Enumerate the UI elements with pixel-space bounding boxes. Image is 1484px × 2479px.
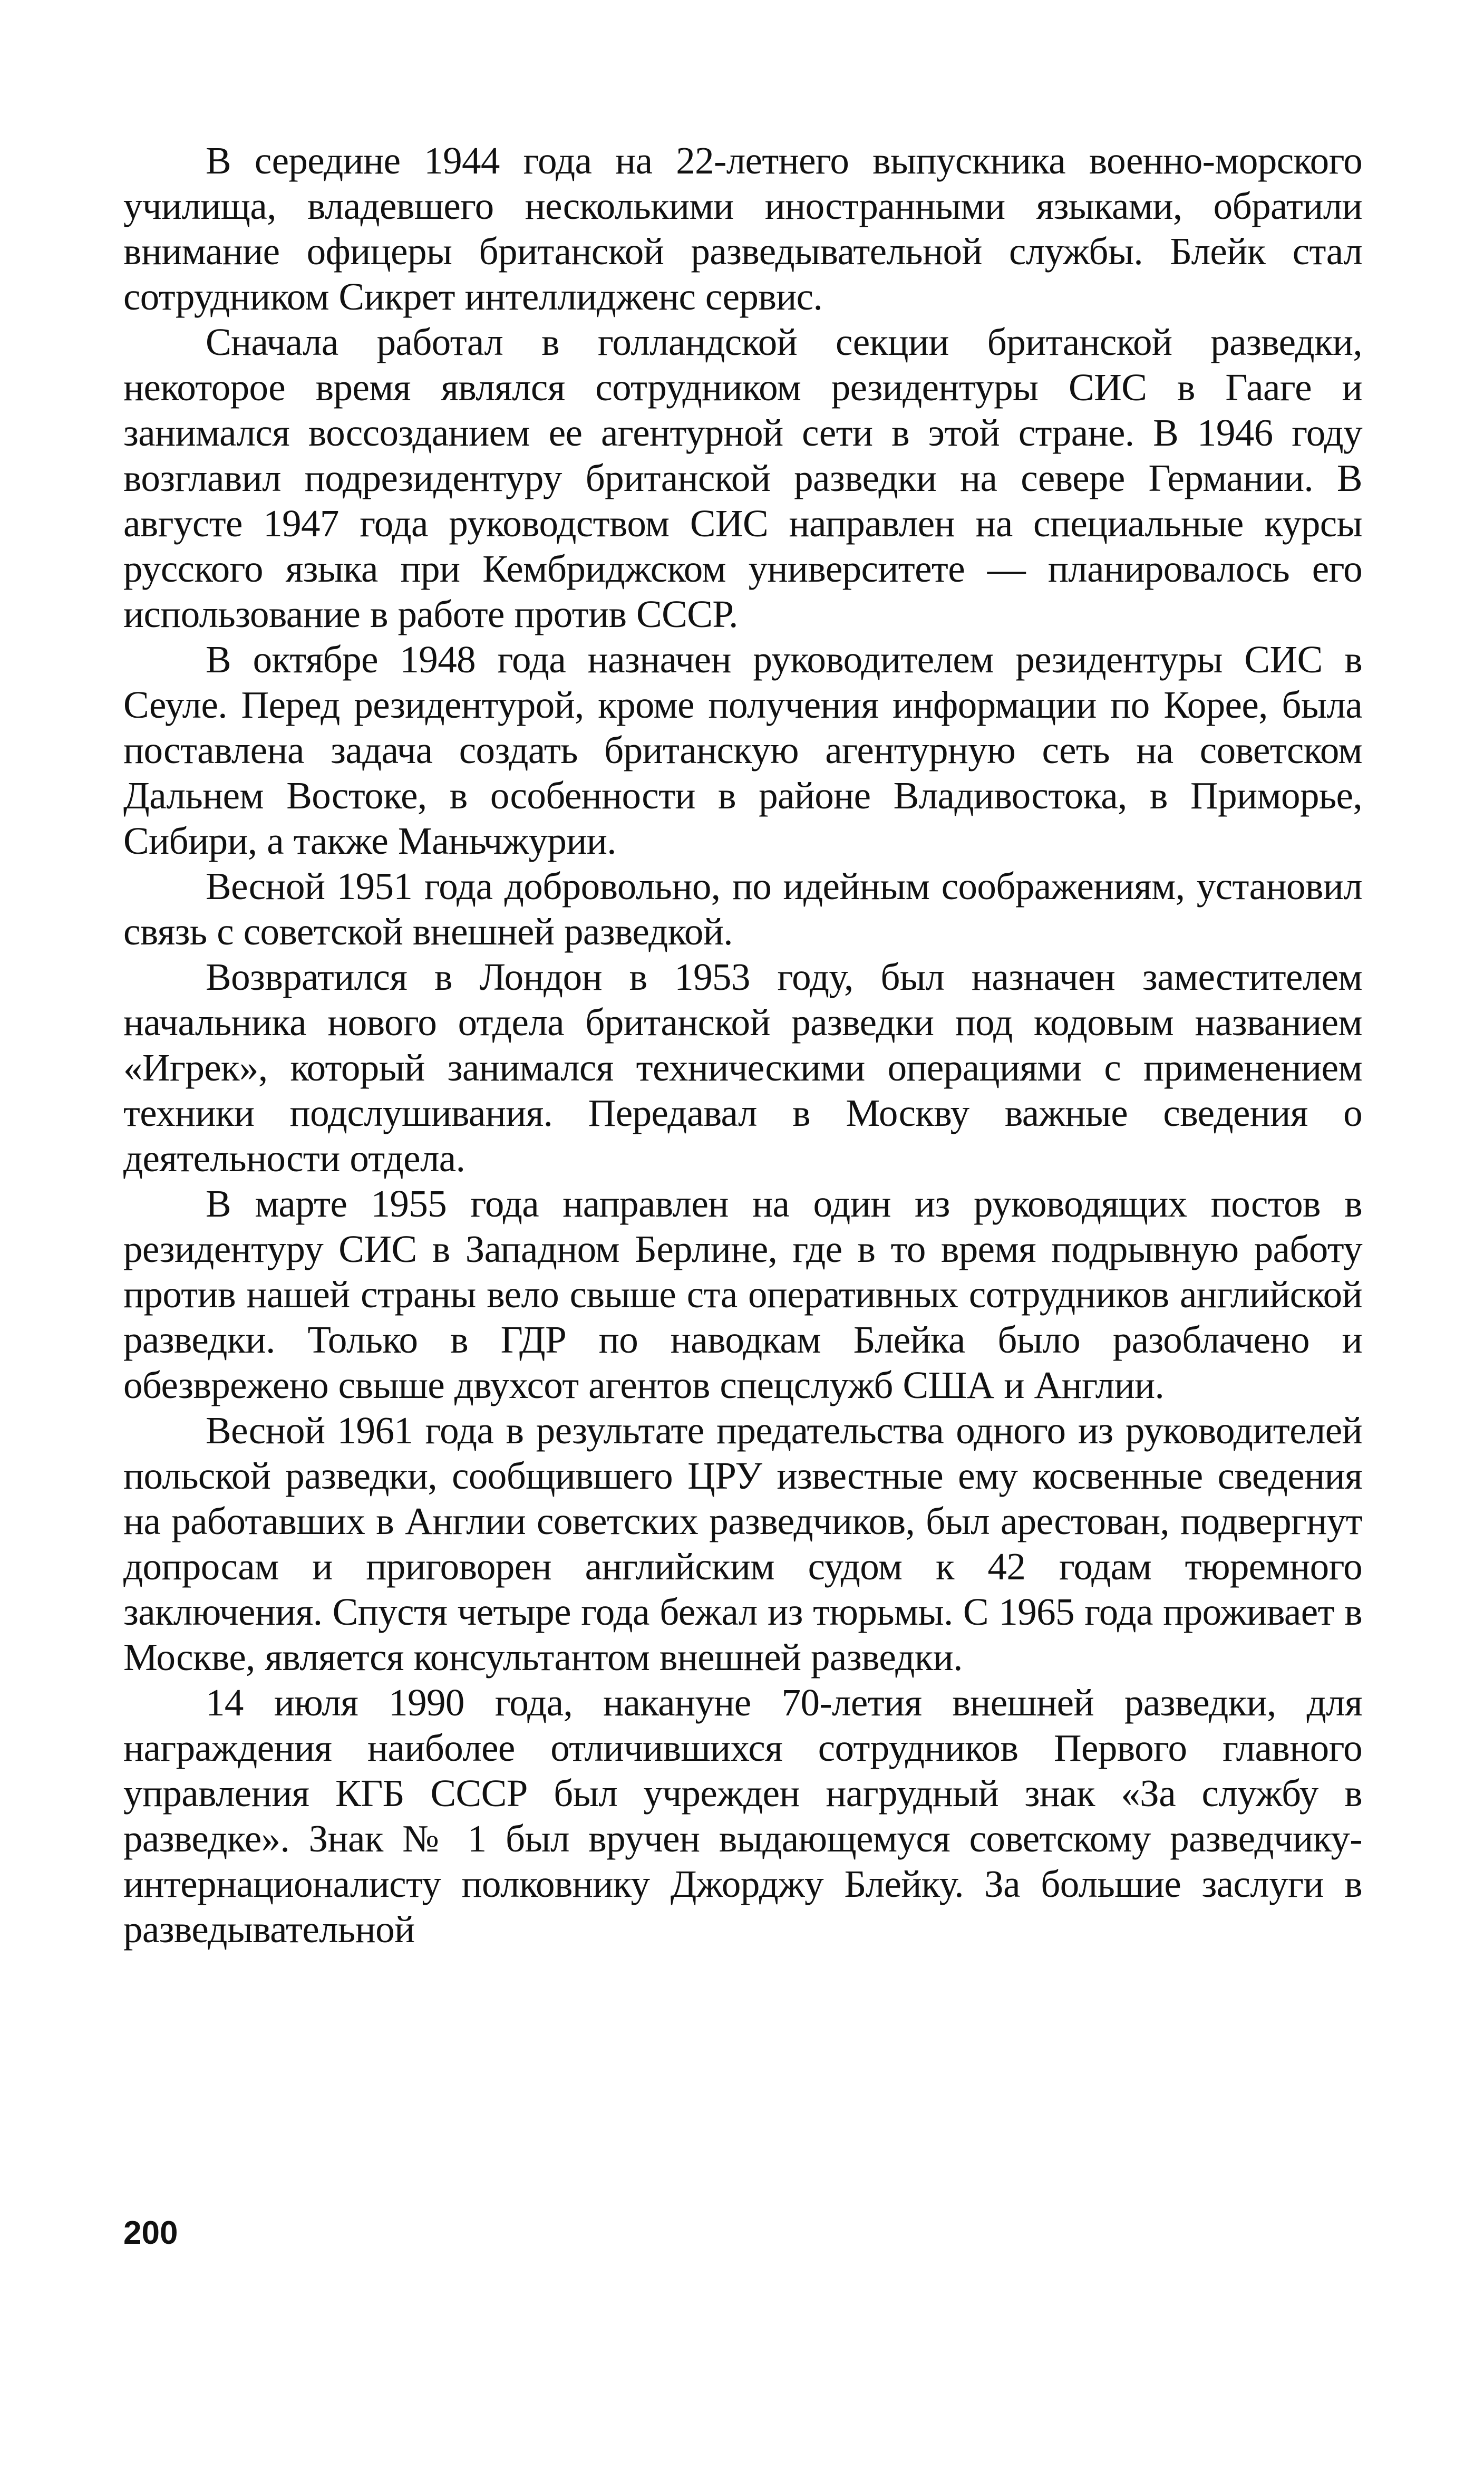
paragraph-5: Возвратился в Лондон в 1953 году, был назначен заместителем начальника нового отдела британской разведки под кодовым названием «Игрек», который занимался техническими операциями с применением техники подслушивания. Передавал в Москву важные сведения о деятельности отдела. bbox=[123, 956, 1362, 1180]
paragraph-6: В марте 1955 года направлен на один из руководящих постов в резидентуру СИС в Западном Берлине, где в то время подрывную работу против нашей страны вело свыше ста оперативных сотрудников английской разведки. Только в ГДР по наводкам Блейка было разоблачено и обезврежено свыше двухсот агентов спецслужб США и Англии. bbox=[123, 1182, 1362, 1406]
paragraph-3: В октябре 1948 года назначен руководителем резидентуры СИС в Сеуле. Перед резидентурой, кроме получения информации по Корее, была поставлена задача создать британскую агентурную сеть на советском Дальнем Востоке, в особенности в районе Владивостока, в Приморье, Сибири, а также Маньчжурии. bbox=[123, 638, 1362, 862]
paragraph-8: 14 июля 1990 года, накануне 70-летия внешней разведки, для награждения наиболее отличившихся сотрудников Первого главного управления КГБ СССР был учрежден нагрудный знак «За службу в разведке». Знак № 1 был вручен выдающемуся советскому разведчику-интернационалисту полковнику Джорджу Блейку. За большие заслуги в разведывательной bbox=[123, 1681, 1362, 1951]
paragraph-4: Весной 1951 года добровольно, по идейным соображениям, установил связь с советской внешней разведкой. bbox=[123, 865, 1362, 953]
page-number: 200 bbox=[123, 2215, 178, 2251]
paragraph-1: В середине 1944 года на 22-летнего выпускника военно-морского училища, владевшего несколькими иностранными языками, обратили внимание офицеры британской разведывательной службы. Блейк стал сотрудником Сикрет интеллидженс сервис. bbox=[123, 139, 1362, 318]
paragraph-7: Весной 1961 года в результате предательства одного из руководителей польской разведки, сообщившего ЦРУ известные ему косвенные сведения на работавших в Англии советских разведчиков, был арестован, подвергнут допросам и приговорен английским судом к 42 годам тюремного заключения. Спустя четыре года бежал из тюрьмы. С 1965 года проживает в Москве, является консультантом внешней разведки. bbox=[123, 1409, 1362, 1679]
paragraph-2: Сначала работал в голландской секции британской разведки, некоторое время являлся сотрудником резидентуры СИС в Гааге и занимался воссозданием ее агентурной сети в этой стране. В 1946 году возглавил подрезидентуру британской разведки на севере Германии. В августе 1947 года руководством СИС направлен на специальные курсы русского языка при Кембриджском университете — планировалось его использование в работе против СССР. bbox=[123, 321, 1362, 635]
page-body bbox=[123, 138, 1362, 1952]
